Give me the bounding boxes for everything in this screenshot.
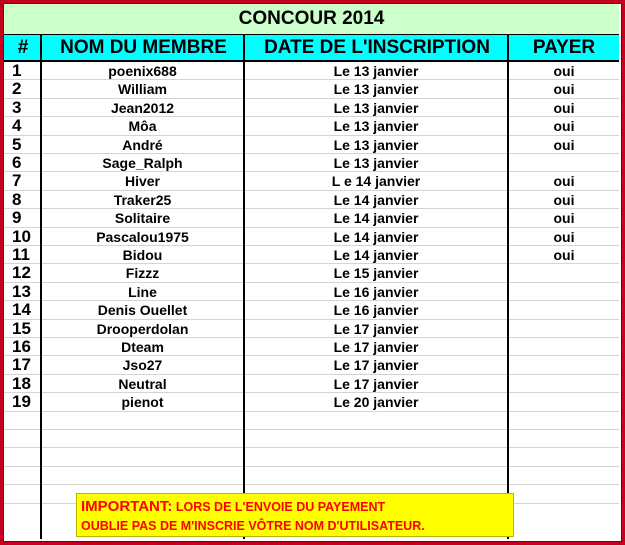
paid-status: oui [553,81,575,98]
paid-status [509,301,619,319]
notice-text-1: LORS DE L'ENVOIE DU PAYEMENT [172,500,386,514]
paid-status [509,375,619,393]
registration-date: Le 14 janvier [333,247,419,263]
table-row [4,228,619,246]
member-name: Neutral [118,375,167,392]
table-row [4,172,619,190]
table-row [4,356,619,374]
header-date: DATE DE L'INSCRIPTION [264,36,490,58]
table-row [4,191,619,209]
paid-status: oui [553,210,575,227]
registration-date: Le 14 janvier [333,191,419,208]
registration-date: Le 15 janvier [333,265,419,282]
notice-line-2: OUBLIE PAS DE M'INSCRIE VÔTRE NOM D'UTILISATEUR. [81,519,425,533]
table-title: CONCOUR 2014 [4,4,619,35]
row-number: 8 [12,189,22,209]
table-row [4,99,619,117]
paid-status [509,393,619,411]
member-name: poenix688 [108,63,177,79]
row-number: 6 [12,153,22,172]
paid-status: oui [553,191,575,208]
table-row [4,209,619,227]
table-row [4,117,619,135]
row-number: 2 [12,79,22,99]
empty-row [4,412,619,430]
column-divider [40,35,42,539]
member-name: Denis Ouellet [97,302,188,319]
table-row [4,301,619,319]
table-row [4,264,619,282]
table-row [4,154,619,172]
member-name: Môa [128,118,157,135]
member-name: William [118,81,167,98]
paid-status: oui [553,228,575,245]
registration-date: Le 13 janvier [333,63,419,79]
table-row [4,375,619,393]
member-name: Traker25 [113,191,172,208]
row-number: 11 [12,245,30,264]
table-row [4,136,619,154]
registration-date: Le 13 janvier [333,136,419,153]
paid-status: oui [553,173,575,190]
registration-date: Le 17 janvier [333,339,419,355]
row-number: 5 [12,134,22,154]
empty-row [4,430,619,448]
row-number: 1 [12,61,22,80]
registration-date: Le 13 janvier [333,118,419,135]
paid-status [509,154,619,172]
paid-status: oui [553,136,575,153]
paid-status: oui [553,247,575,263]
row-number: 19 [12,392,31,412]
row-number: 13 [12,281,31,301]
registration-date: Le 16 janvier [333,283,419,300]
registration-date: Le 13 janvier [333,155,419,171]
registration-date: Le 13 janvier [333,99,419,116]
important-notice [76,493,514,537]
member-name: Line [128,283,157,300]
member-name: Pascalou1975 [96,228,189,245]
registration-date: Le 16 janvier [333,302,419,319]
header-row [4,35,619,62]
table-row [4,320,619,338]
paid-status: oui [553,118,575,135]
table-row [4,338,619,356]
table-row [4,393,619,411]
table-row [4,80,619,98]
table-row [4,246,619,264]
member-name: pienot [121,394,164,411]
row-number: 18 [12,373,31,393]
row-number: 12 [12,263,31,283]
column-divider [507,35,509,539]
table-row [4,62,619,80]
row-number: 4 [12,116,22,136]
paid-status: oui [553,99,575,116]
member-name: Fizzz [125,265,160,282]
table-row [4,283,619,301]
registration-date: Le 17 janvier [333,357,419,374]
registration-date: Le 13 janvier [333,81,419,98]
empty-row [4,467,619,485]
notice-line-1 [81,497,507,517]
header-num: # [17,36,29,58]
header-name: NOM DU MEMBRE [60,36,227,58]
member-name: Drooperdolan [96,320,189,337]
registration-date: Le 14 janvier [333,210,419,227]
paid-status: oui [553,63,575,79]
spreadsheet-table [4,4,619,539]
registration-date: Le 14 janvier [333,228,419,245]
paid-status [509,356,619,374]
member-name: Sage_Ralph [102,155,183,171]
empty-row [4,448,619,466]
paid-status [509,320,619,338]
registration-date: Le 17 janvier [333,320,419,337]
row-number: 7 [12,171,22,191]
member-name: Dteam [121,339,164,355]
member-name: Hiver [124,173,161,190]
row-number: 14 [12,300,31,320]
row-number: 15 [12,318,31,338]
row-number: 10 [12,226,31,246]
paid-status [509,283,619,301]
member-name: Solitaire [114,210,171,227]
header-pay: PAYER [532,36,596,58]
member-name: Jso27 [122,357,163,374]
registration-date: Le 17 janvier [333,375,419,392]
registration-date: L e 14 janvier [331,173,421,190]
member-name: Jean2012 [110,99,175,116]
notice-lead: IMPORTANT: [81,498,173,515]
row-number: 3 [12,97,22,117]
row-number: 17 [12,355,31,375]
registration-date: Le 20 janvier [333,394,419,411]
member-name: Bidou [122,247,163,263]
column-divider [243,35,245,539]
row-number: 9 [12,208,22,228]
member-name: André [122,136,163,153]
paid-status [509,338,619,356]
row-number: 16 [12,337,31,356]
paid-status [509,264,619,282]
